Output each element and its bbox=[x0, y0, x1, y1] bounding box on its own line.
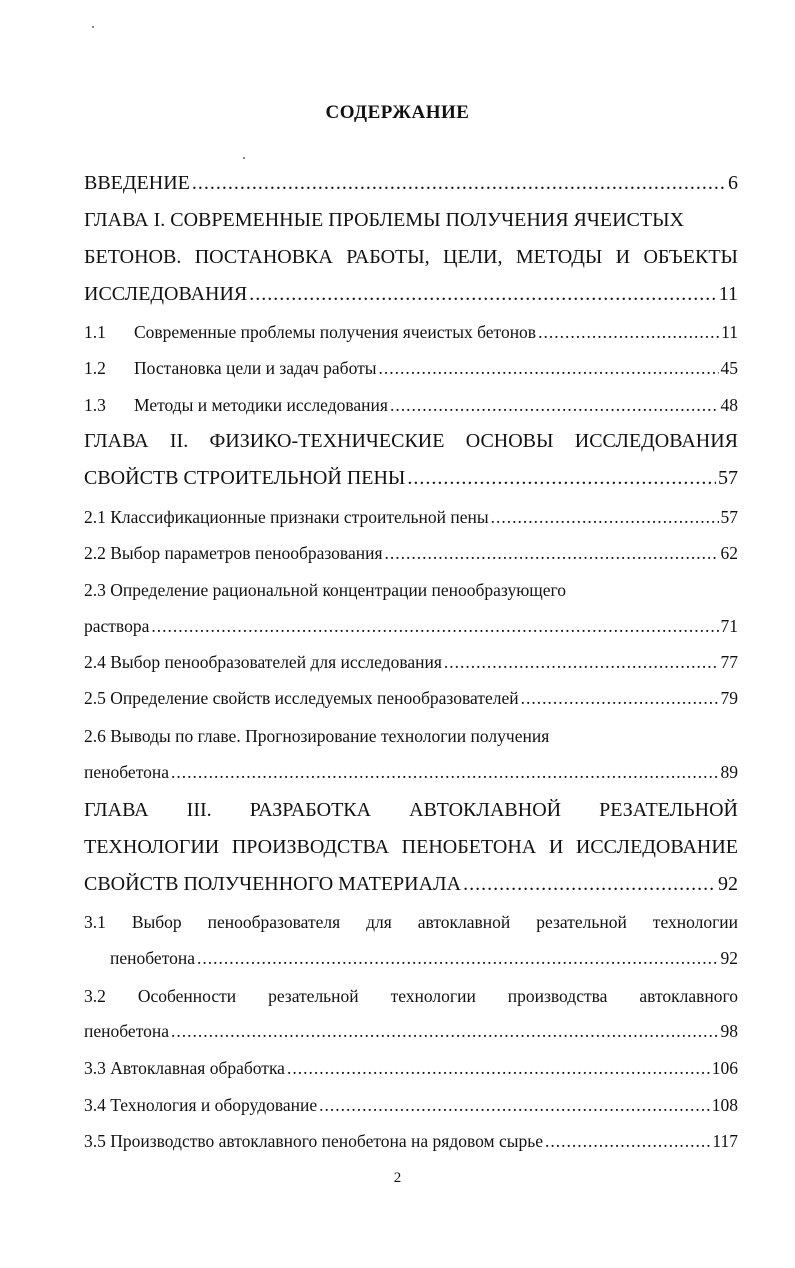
toc-page-number: 62 bbox=[720, 543, 738, 563]
toc-section-2-3-line1 bbox=[84, 580, 738, 610]
leader-dots bbox=[444, 652, 719, 673]
toc-entry-label: ВВЕДЕНИЕ bbox=[84, 172, 190, 194]
toc-entry-label: ИССЛЕДОВАНИЯ bbox=[84, 283, 248, 305]
leader-dots bbox=[491, 507, 719, 528]
toc-chapter-3-line2 bbox=[84, 836, 738, 866]
toc-entry-label: Современные проблемы получения ячеистых бетонов bbox=[134, 322, 537, 342]
toc-chapter-2-line2 bbox=[84, 467, 738, 497]
toc-page-number: 45 bbox=[720, 358, 738, 378]
toc-entry-label: ТЕХНОЛОГИИ ПРОИЗВОДСТВА ПЕНОБЕТОНА И ИССЛЕДОВАНИЕ bbox=[84, 836, 738, 858]
toc-entry-label: 2.1 Классификационные признаки строительной пены bbox=[84, 507, 489, 527]
leader-dots bbox=[171, 1021, 719, 1042]
toc-page-number: 11 bbox=[718, 283, 738, 305]
toc-section-3-5 bbox=[84, 1131, 738, 1161]
toc-entry-label: Постановка цели и задач работы bbox=[134, 358, 377, 378]
toc-chapter-1-line3 bbox=[84, 283, 738, 313]
scan-speck bbox=[92, 26, 94, 28]
toc-section-1-2 bbox=[84, 358, 738, 388]
toc-entry-label: 3.1 Выбор пенообразователя для автоклавной резательной технологии bbox=[84, 912, 738, 932]
toc-entry-label: ГЛАВА I. СОВРЕМЕННЫЕ ПРОБЛЕМЫ ПОЛУЧЕНИЯ ЯЧЕИСТЫХ bbox=[84, 209, 684, 231]
toc-entry-intro bbox=[84, 172, 738, 202]
page-title: СОДЕРЖАНИЕ bbox=[325, 102, 470, 123]
toc-chapter-3-line3 bbox=[84, 873, 738, 903]
toc-page-number: 92 bbox=[720, 948, 738, 968]
leader-dots bbox=[521, 688, 719, 709]
toc-chapter-1-line2 bbox=[84, 246, 738, 276]
toc-chapter-3-line1 bbox=[84, 799, 738, 829]
toc-entry-label: 3.4 Технология и оборудование bbox=[84, 1095, 318, 1115]
toc-page-number: 92 bbox=[718, 873, 738, 895]
toc-page-number: 48 bbox=[720, 395, 738, 415]
toc-section-2-3-line2 bbox=[84, 616, 738, 646]
toc-section-2-6-line2 bbox=[84, 762, 738, 792]
leader-dots bbox=[463, 873, 716, 896]
leader-dots bbox=[287, 1058, 710, 1079]
toc-entry-label: 2.2 Выбор параметров пенообразования bbox=[84, 543, 383, 563]
toc-entry-label: 3.5 Производство автоклавного пенобетона на рядовом сырье bbox=[84, 1131, 544, 1151]
toc-page-number: 108 bbox=[711, 1095, 738, 1115]
toc-entry-label: Методы и методики исследования bbox=[134, 395, 388, 415]
toc-entry-label: 2.3 Определение рациональной концентрации пенообразующего bbox=[84, 580, 567, 600]
toc-entry-label: 2.5 Определение свойств исследуемых пенообразователей bbox=[84, 688, 519, 708]
toc-page-number: 89 bbox=[720, 762, 738, 782]
section-number: 1.2 bbox=[84, 358, 106, 378]
page-number: 2 bbox=[393, 1170, 402, 1186]
leader-dots bbox=[151, 616, 718, 637]
section-number: 1.1 bbox=[84, 322, 106, 342]
leader-dots bbox=[407, 467, 716, 490]
toc-entry-label: 2.6 Выводы по главе. Прогнозирование технологии получения bbox=[84, 726, 550, 746]
toc-chapter-2-line1 bbox=[84, 430, 738, 460]
toc-page-number: 77 bbox=[720, 652, 738, 672]
toc-section-3-4 bbox=[84, 1095, 738, 1125]
toc-section-1-1 bbox=[84, 322, 738, 352]
toc-entry-label: пенобетона bbox=[84, 762, 169, 782]
toc-page-number: 6 bbox=[728, 172, 738, 194]
leader-dots bbox=[197, 948, 719, 969]
toc-page-number: 79 bbox=[720, 688, 738, 708]
toc-entry-label: пенобетона bbox=[110, 948, 195, 968]
toc-section-3-3 bbox=[84, 1058, 738, 1088]
section-number: 1.3 bbox=[84, 395, 106, 415]
toc-section-2-6-line1 bbox=[84, 726, 738, 756]
toc-entry-label: 2.4 Выбор пенообразователей для исследования bbox=[84, 652, 442, 672]
leader-dots bbox=[249, 283, 716, 306]
toc-page-number: 11 bbox=[721, 322, 738, 342]
leader-dots bbox=[171, 762, 719, 783]
toc-page-number: 117 bbox=[712, 1131, 738, 1151]
toc-section-2-5 bbox=[84, 688, 738, 718]
toc-entry-label: БЕТОНОВ. ПОСТАНОВКА РАБОТЫ, ЦЕЛИ, МЕТОДЫ И ОБЪЕКТЫ bbox=[84, 246, 738, 268]
toc-entry-label: ГЛАВА III. РАЗРАБОТКА АВТОКЛАВНОЙ РЕЗАТЕЛЬНОЙ bbox=[84, 799, 738, 821]
toc-entry-label: СВОЙСТВ ПОЛУЧЕННОГО МАТЕРИАЛА bbox=[84, 873, 462, 895]
toc-entry-label: раствора bbox=[84, 616, 150, 636]
leader-dots bbox=[379, 358, 719, 379]
leader-dots bbox=[319, 1095, 710, 1116]
toc-entry-label: ГЛАВА II. ФИЗИКО-ТЕХНИЧЕСКИЕ ОСНОВЫ ИССЛЕДОВАНИЯ bbox=[84, 430, 738, 452]
leader-dots bbox=[192, 172, 726, 195]
leader-dots bbox=[390, 395, 719, 416]
toc-entry-label: 3.2 Особенности резательной технологии производства автоклавного bbox=[84, 986, 738, 1006]
toc-entry-label: 3.3 Автоклавная обработка bbox=[84, 1058, 285, 1078]
toc-section-3-2-line2 bbox=[84, 1021, 738, 1051]
leader-dots bbox=[385, 543, 719, 564]
leader-dots bbox=[538, 322, 719, 343]
toc-section-2-2 bbox=[84, 543, 738, 573]
toc-section-1-3 bbox=[84, 395, 738, 425]
scan-speck bbox=[243, 157, 245, 159]
leader-dots bbox=[545, 1131, 710, 1152]
toc-entry-label: пенобетона bbox=[84, 1021, 169, 1041]
toc-page-number: 106 bbox=[711, 1058, 738, 1078]
toc-section-3-2-line1 bbox=[84, 986, 738, 1016]
toc-page-number: 71 bbox=[720, 616, 738, 636]
toc-section-3-1-line2 bbox=[110, 948, 738, 978]
toc-chapter-1-line1 bbox=[84, 209, 738, 239]
toc-section-2-4 bbox=[84, 652, 738, 682]
toc-page-number: 98 bbox=[720, 1021, 738, 1041]
toc-page-number: 57 bbox=[718, 467, 738, 489]
toc-section-3-1-line1 bbox=[84, 912, 738, 942]
toc-page-number: 57 bbox=[720, 507, 738, 527]
toc-section-2-1 bbox=[84, 507, 738, 537]
toc-entry-label: СВОЙСТВ СТРОИТЕЛЬНОЙ ПЕНЫ bbox=[84, 467, 406, 489]
